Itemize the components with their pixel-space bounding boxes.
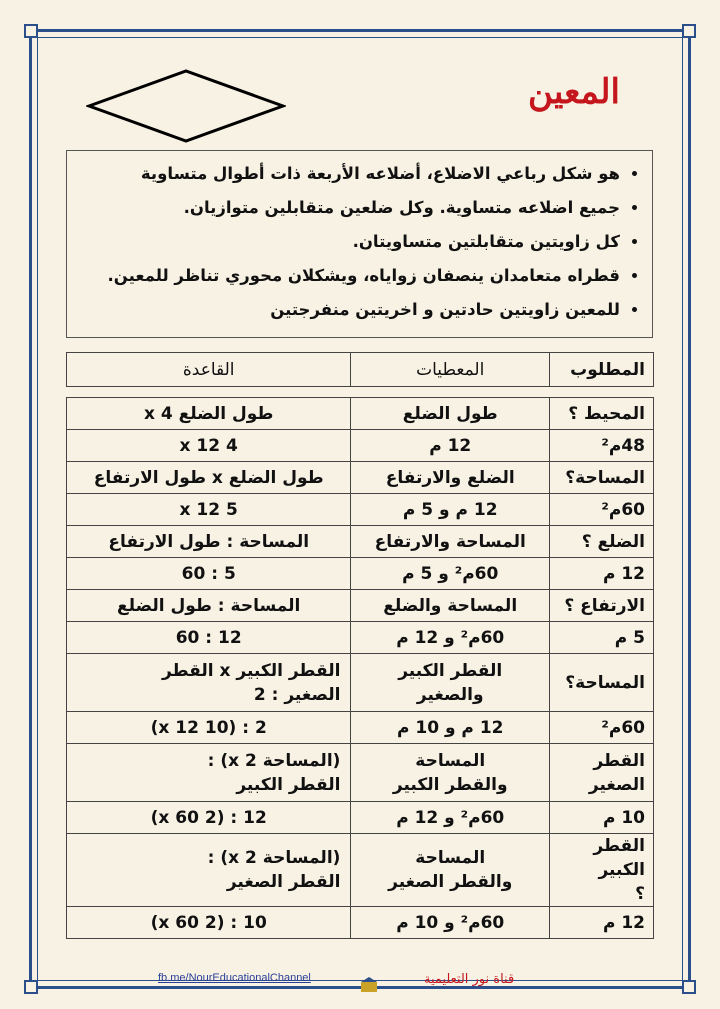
- answer-cell: 10 م: [550, 802, 654, 834]
- given-value-cell: 60م² و 5 م: [351, 558, 550, 590]
- frame-corner: [682, 24, 696, 38]
- channel-logo-icon: [358, 974, 380, 996]
- rule-line: القطر الكبير: [236, 774, 341, 795]
- header-rule: القاعدة: [67, 353, 351, 387]
- given-line: القطر الكبير: [398, 660, 503, 681]
- given-line: المساحة: [415, 848, 486, 868]
- answer-cell: 12 م: [550, 558, 654, 590]
- answer-cell: 60م²: [550, 494, 654, 526]
- table-header-row: [67, 353, 654, 387]
- property-item: • قطراه متعامدان ينصفان زواياه، ويشكلان محوري تناظر للمعين.: [77, 259, 620, 293]
- table-row: [67, 802, 654, 834]
- given-line: والصغير: [416, 684, 484, 705]
- properties-box: [66, 150, 653, 338]
- given-value-cell: 60م² و 12 م: [351, 802, 550, 834]
- frame-corner: [24, 980, 38, 994]
- rule-line: (المساحة x 2) :: [207, 750, 341, 771]
- given-cell: [351, 834, 550, 907]
- required-cell: المحيط ؟: [550, 398, 654, 430]
- rule-line: القطر الصغير: [226, 872, 341, 892]
- given-value-cell: 12 م و 5 م: [351, 494, 550, 526]
- given-cell: المساحة والارتفاع: [351, 526, 550, 558]
- property-item: • هو شكل رباعي الاضلاع، أضلاعه الأربعة ذات أطوال متساوية: [77, 157, 620, 191]
- table-row: [67, 744, 654, 802]
- given-cell: [351, 744, 550, 802]
- given-line: والقطر الصغير: [388, 872, 513, 892]
- properties-list: [77, 157, 638, 327]
- header-required: المطلوب: [550, 353, 654, 387]
- given-cell: طول الضلع: [351, 398, 550, 430]
- rules-table: [66, 352, 654, 939]
- table-row: [67, 907, 654, 939]
- property-item: • للمعين زاويتين حادتين و اخريتين منفرجتين: [77, 293, 620, 327]
- calc-cell: 10 : (2 x 60): [67, 907, 351, 939]
- frame-corner: [682, 980, 696, 994]
- given-cell: الضلع والارتفاع: [351, 462, 550, 494]
- table-row: [67, 526, 654, 558]
- rule-cell: [67, 744, 351, 802]
- given-value-cell: 12 م: [351, 430, 550, 462]
- table-row: [67, 558, 654, 590]
- table-row: [67, 590, 654, 622]
- rule-cell: طول الضلع x 4: [67, 398, 351, 430]
- given-value-cell: 60م² و 12 م: [351, 622, 550, 654]
- given-cell: المساحة والضلع: [351, 590, 550, 622]
- header-given: المعطيات: [351, 353, 550, 387]
- rule-cell: المساحة : طول الارتفاع: [67, 526, 351, 558]
- table-row: [67, 494, 654, 526]
- calc-cell: 12 : (2 x 60): [67, 802, 351, 834]
- table-row: [67, 398, 654, 430]
- page-title: المعين: [527, 72, 620, 112]
- given-value-cell: 60م² و 10 م: [351, 907, 550, 939]
- rule-cell: المساحة : طول الضلع: [67, 590, 351, 622]
- calc-cell: 5 x 12: [67, 494, 351, 526]
- given-line: المساحة: [415, 750, 486, 771]
- rule-line: القطر الكبير x القطر: [161, 660, 341, 681]
- required-cell: الارتفاع ؟: [550, 590, 654, 622]
- calc-cell: 4 x 12: [67, 430, 351, 462]
- property-item: • جميع اضلاعه متساوية. وكل ضلعين متقابلين متوازيان.: [77, 191, 620, 225]
- answer-cell: 5 م: [550, 622, 654, 654]
- rule-line: (المساحة x 2) :: [207, 848, 341, 868]
- given-cell: [351, 654, 550, 712]
- answer-cell: 60م²: [550, 712, 654, 744]
- table-row: [67, 462, 654, 494]
- answer-cell: 12 م: [550, 907, 654, 939]
- required-cell: القطر الصغير: [550, 744, 654, 802]
- calc-cell: 5 : 60: [67, 558, 351, 590]
- given-line: والقطر الكبير: [392, 774, 508, 795]
- frame-corner: [24, 24, 38, 38]
- required-cell: المساحة؟: [550, 654, 654, 712]
- table-gap: [67, 387, 654, 398]
- table-row: [67, 622, 654, 654]
- table-row: [67, 834, 654, 907]
- required-line: ؟: [635, 884, 645, 904]
- rule-cell: [67, 834, 351, 907]
- rule-cell: طول الضلع x طول الارتفاع: [67, 462, 351, 494]
- rule-cell: [67, 654, 351, 712]
- table-row: [67, 712, 654, 744]
- facebook-link[interactable]: fb.me/NourEducationalChannel: [158, 972, 311, 984]
- channel-name: قناة نور التعليمية: [424, 972, 515, 987]
- property-item: • كل زاويتين متقابلتين متساويتان.: [77, 225, 620, 259]
- required-cell: الضلع ؟: [550, 526, 654, 558]
- given-value-cell: 12 م و 10 م: [351, 712, 550, 744]
- rule-line: الصغير : 2: [253, 684, 341, 705]
- table-row: [67, 654, 654, 712]
- table-row: [67, 430, 654, 462]
- required-cell: [550, 834, 654, 907]
- rhombus-shape: [86, 68, 286, 144]
- required-line: القطر الكبير: [593, 836, 645, 880]
- answer-cell: 48م²: [550, 430, 654, 462]
- calc-cell: 12 : 60: [67, 622, 351, 654]
- required-cell: المساحة؟: [550, 462, 654, 494]
- calc-cell: 2 : (10 x 12): [67, 712, 351, 744]
